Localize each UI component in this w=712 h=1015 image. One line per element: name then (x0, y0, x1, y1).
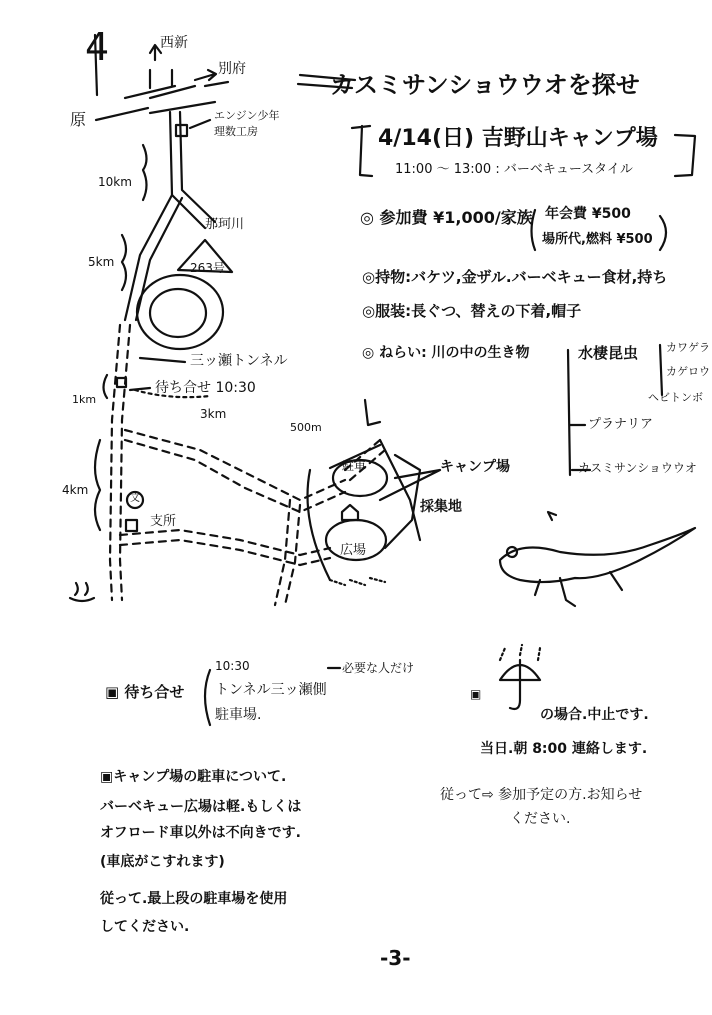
label-3km: 3km (200, 407, 227, 421)
parking-line-1: バーベキュー広場は軽.もしくは (100, 799, 302, 815)
meet-place: トンネル三ッ瀬側 (215, 682, 327, 698)
fee-site: 場所代,燃料 ¥500 (542, 232, 653, 247)
label-school-2: 理数工房 (214, 125, 258, 138)
label-collect: 採集地 (420, 499, 462, 515)
rain-bullet: ▣ (470, 687, 482, 701)
label-west: 原 (70, 110, 87, 129)
road-loop-inner (150, 289, 206, 337)
aim-insect-1: カワゲラ (666, 341, 710, 354)
aim-planaria: プラナリア (588, 417, 654, 432)
parking-line-2: オフロード車以外は不向きです. (100, 825, 301, 841)
arrow-east (195, 70, 216, 80)
label-branch: 支所 (150, 514, 177, 529)
north-mark: 4 (85, 25, 110, 69)
label-meet: 待ち合せ 10:30 (155, 380, 256, 396)
clothing-line: ◎服装:長ぐつ、替えの下着,帽子 (362, 302, 582, 320)
event-time: 11:00 〜 13:00 : バーベキュースタイル (395, 162, 633, 177)
label-1km: 1km (72, 393, 97, 406)
brace-10km (143, 145, 147, 200)
school-pointer (190, 120, 210, 128)
label-route: 263号 (190, 261, 225, 275)
fee-label: ◎ 参加費 ¥1,000/家族 (360, 208, 533, 227)
aim-insect-2: カゲロウ (666, 365, 710, 378)
pointer-meet (130, 388, 150, 390)
rain-text: の場合.中止です. (540, 707, 649, 723)
collect-river (385, 455, 420, 548)
salamander-mark (548, 512, 556, 520)
parking-line-3: (車底がこすれます) (100, 854, 225, 870)
parking-line-5: してください. (100, 919, 190, 935)
parking-line-4: 従って.最上段の駐車場を使用 (100, 891, 288, 907)
branch-mark-label: 文 (130, 493, 140, 504)
camp-hut (342, 505, 358, 520)
meet-time: 10:30 (215, 659, 250, 673)
page-title: カスミサンショウウオを探せ (330, 71, 640, 99)
fee-annual: 年会費 ¥500 (545, 206, 631, 222)
meet-note: 必要な人だけ (342, 661, 415, 675)
aim-sub-bracket (660, 345, 662, 395)
follow-line-2: ください. (510, 811, 571, 827)
label-camp: キャンプ場 (440, 459, 510, 475)
event-bracket-right (675, 135, 695, 176)
brace-1km (104, 375, 108, 398)
label-north: 西新 (160, 35, 188, 51)
parking-title: ▣キャンプ場の駐車について. (100, 769, 287, 785)
follow-line-1: 従って⇨ 参加予定の方.お知らせ (440, 787, 643, 803)
brace-4km (95, 440, 100, 530)
label-east: 別府 (218, 61, 246, 77)
items-line: ◎持物:バケツ,金ザル.バーベキュー食材,持ち (362, 268, 668, 286)
label-school-1: エンジン少年 (214, 109, 280, 122)
meet-label: ▣ 待ち合せ (105, 683, 185, 701)
umbrella-icon (500, 660, 540, 709)
hot-spring-icon (70, 583, 94, 601)
aim-insect-3: ヘビトンボ (648, 391, 703, 404)
event-date-place: 4/14(日) 吉野山キャンプ場 (378, 126, 658, 151)
rain-contact: 当日.朝 8:00 連絡します. (480, 741, 648, 757)
camp-post (365, 400, 380, 425)
grass-marks (330, 578, 385, 585)
salamander-body (500, 528, 695, 582)
page-number: -3- (380, 946, 411, 970)
brace-5km (122, 235, 126, 290)
meet-lot: 駐車場. (215, 707, 262, 723)
pointer-tunnel (140, 358, 185, 362)
rain-drops (500, 645, 540, 660)
label-square: 広場 (340, 543, 367, 558)
label-5km: 5km (88, 255, 115, 269)
road-west (96, 102, 215, 120)
label-10km: 10km (98, 175, 132, 189)
camp-pointer (380, 470, 440, 500)
label-500m: 500m (290, 421, 322, 434)
aim-salamander: カスミサンショウウオ (578, 461, 697, 475)
label-tunnel: 三ッ瀬トンネル (190, 353, 288, 369)
aim-water-insects: 水棲昆虫 (578, 344, 639, 362)
label-parking: 駐車 (342, 459, 367, 473)
aim-tree (568, 350, 590, 475)
label-river: 那珂川 (205, 217, 245, 232)
branch-office-mark (126, 520, 137, 531)
aim-line: ◎ ねらい: 川の中の生き物 (362, 345, 530, 361)
label-4km: 4km (62, 483, 89, 497)
event-bracket-left (352, 126, 372, 176)
